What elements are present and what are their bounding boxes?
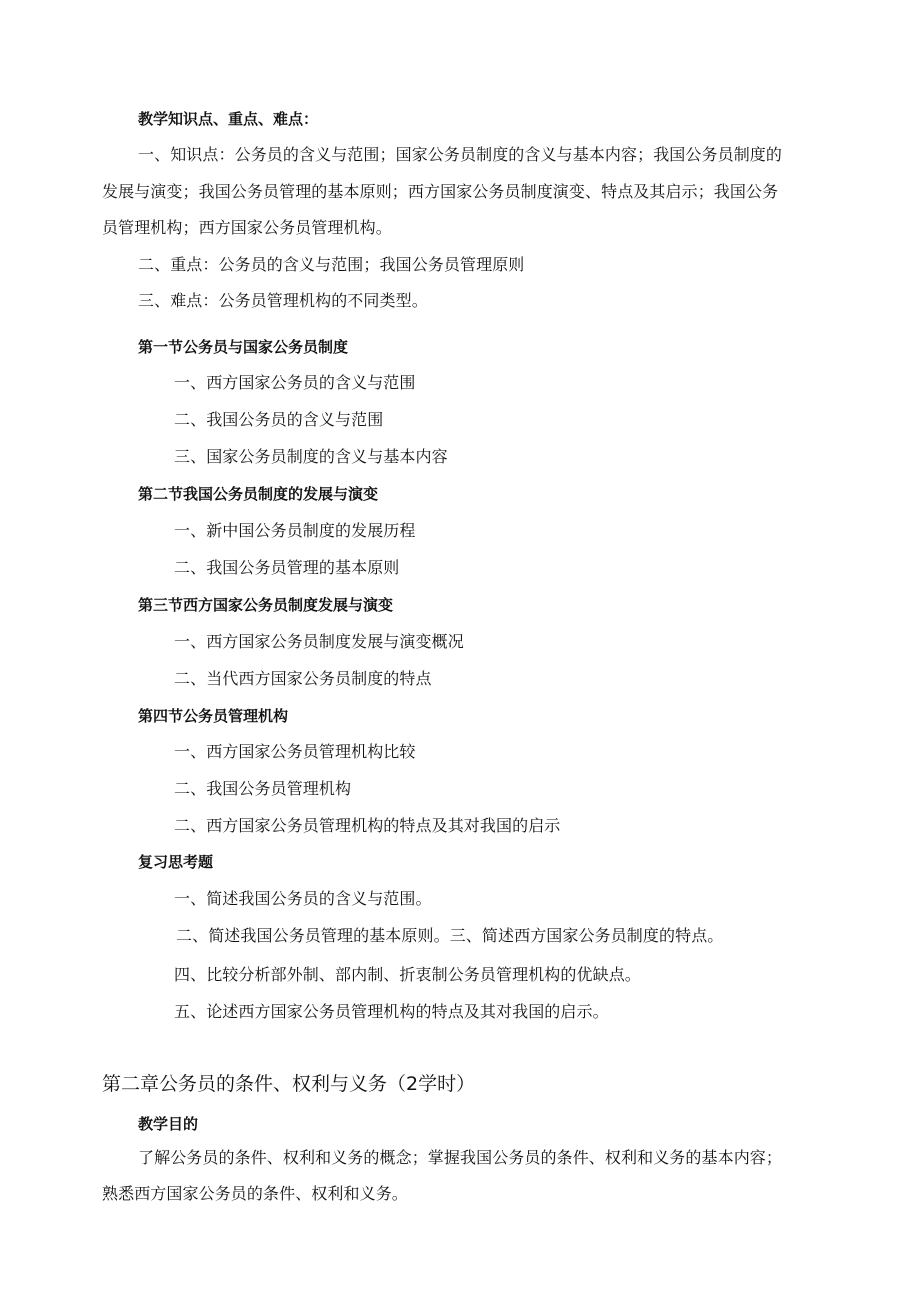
objective-line1: 了解公务员的条件、权利和义务的概念；掌握我国公务员的条件、权利和义务的基本内容；: [138, 1148, 783, 1167]
section-item: 二、西方国家公务员管理机构的特点及其对我国的启示: [174, 816, 561, 835]
review-item: 二、简述我国公务员管理的基本原则。三、简述西方国家公务员制度的特点。: [176, 926, 724, 945]
section-title: 第三节西方国家公务员制度发展与演变: [138, 596, 394, 614]
section-item: 二、我国公务员管理的基本原则: [174, 558, 400, 577]
review-item: 一、简述我国公务员的含义与范围。: [174, 889, 432, 908]
section-item: 一、西方国家公务员的含义与范围: [174, 373, 416, 392]
review-item: 五、论述西方国家公务员管理机构的特点及其对我国的启示。: [174, 1002, 609, 1021]
section-item: 一、西方国家公务员管理机构比较: [174, 742, 416, 761]
chapter-title: 第二章公务员的条件、权利与义务（2学时）: [102, 1073, 476, 1095]
objective-line2: 熟悉西方国家公务员的条件、权利和义务。: [102, 1184, 408, 1203]
section-item: 二、当代西方国家公务员制度的特点: [174, 669, 432, 688]
section-title: 第二节我国公务员制度的发展与演变: [138, 485, 379, 503]
section-title: 第四节公务员管理机构: [138, 707, 289, 725]
section-item: 一、西方国家公务员制度发展与演变概况: [174, 632, 464, 651]
knowledge-point1-line3: 员管理机构；西方国家公务员管理机构。: [102, 218, 392, 237]
knowledge-point1-line1: 一、知识点：公务员的含义与范围；国家公务员制度的含义与基本内容；我国公务员制度的: [138, 145, 783, 164]
knowledge-point1-line2: 发展与演变；我国公务员管理的基本原则；西方国家公务员制度演变、特点及其启示；我国公务: [102, 182, 779, 201]
review-title: 复习思考题: [138, 853, 214, 871]
objective-heading: 教学目的: [138, 1115, 199, 1133]
knowledge-heading: 教学知识点、重点、难点：: [138, 110, 319, 128]
section-item: 一、新中国公务员制度的发展历程: [174, 521, 416, 540]
section-item: 三、国家公务员制度的含义与基本内容: [174, 447, 448, 466]
knowledge-point2: 二、重点：公务员的含义与范围；我国公务员管理原则: [138, 255, 525, 274]
knowledge-point3: 三、难点：公务员管理机构的不同类型。: [138, 291, 428, 310]
section-item: 二、我国公务员管理机构: [174, 779, 352, 798]
section-item: 二、我国公务员的含义与范围: [174, 410, 384, 429]
review-item: 四、比较分析部外制、部内制、折衷制公务员管理机构的优缺点。: [174, 965, 641, 984]
section-title: 第一节公务员与国家公务员制度: [138, 338, 349, 356]
